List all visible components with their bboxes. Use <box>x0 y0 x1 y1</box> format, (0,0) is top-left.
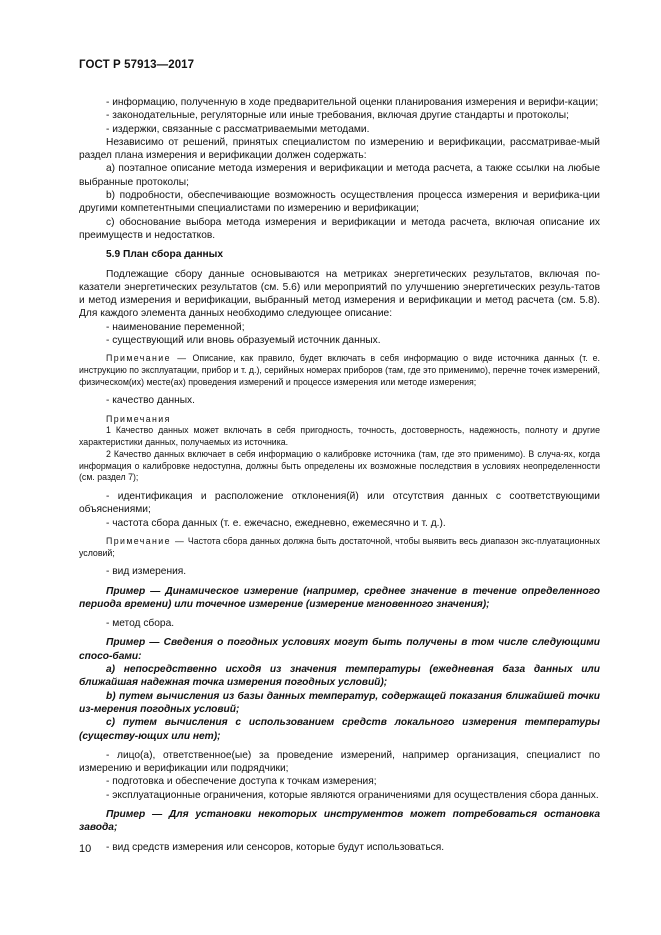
list-item: a) поэтапное описание метода измерения и верификации и метода расчета, а также ссылки на любые выбранные протоколы; <box>79 163 600 188</box>
list-item: - издержки, связанные с рассматриваемыми методами. <box>106 123 370 135</box>
document-id-header: ГОСТ Р 57913—2017 <box>79 59 195 71</box>
page-number: 10 <box>79 843 92 855</box>
note-label: Примечание — <box>106 535 186 546</box>
list-item: - вид средств измерения или сенсоров, которые будут использоваться. <box>106 841 445 853</box>
list-item: - существующий или вновь образуемый источник данных. <box>106 335 381 347</box>
note-text: Описание, как правило, будет включать в себя информацию о виде источника данных (т. е. инструкцию по эксплуатации, прибор и т. д.), серийных номерах приборов (там, где это применимо), перечне точек измерений, физическом(их) месте(ах) проведения измерений и процессе измерения или методе измерения; <box>79 353 601 387</box>
list-item: - законодательные, регуляторные или иные требования, включая другие стандарты и протоколы; <box>106 110 569 122</box>
example-item: b) путем вычисления из базы данных температур, содержащей показания ближайшей точки из-мерения погодных условий; <box>79 690 600 715</box>
note-text: 1 Качество данных может включать в себя пригодность, точность, достоверность, надежность, полноту и другие характеристики данных, получаемых из источника. <box>79 425 600 448</box>
list-item: - эксплуатационные ограничения, которые являются ограничениями для осуществления сбора данных. <box>106 789 599 801</box>
list-item: c) обоснование выбора метода измерения и верификации и метода расчета, включая описание их преимуществ и недостатков. <box>79 216 600 241</box>
note <box>79 353 600 388</box>
paragraph: Подлежащие сбору данные основываются на метриках энергетических результатов, включая по-казатели энергетических результатов (см. 5.6) или мероприятий по улучшению энергетических резуль-татов и метод измерения и верификации, выбранный метод измерения и верификации и метод расчета (см. 5.8). Для каждого элемента данных необходимо следующее описание: <box>79 268 600 320</box>
paragraph: Независимо от решений, принятых специалистом по измерению и верификации, рассматривае-мый раздел плана измерения и верификации должен содержать: <box>79 136 600 162</box>
list-item: - наименование переменной; <box>106 321 245 333</box>
page-content <box>79 96 600 854</box>
section-heading: 5.9 План сбора данных <box>106 249 224 261</box>
list-item: - вид измерения. <box>106 566 187 578</box>
example-item: c) путем вычисления с использованием средств локального измерения температуры (существу-ющих или нет); <box>79 717 600 742</box>
note-label: Примечание — <box>106 353 188 364</box>
list-item: - метод сбора. <box>106 618 175 630</box>
example-item: a) непосредственно исходя из значения температуры (ежедневная база данных или ближайшая надежная точка измерения погодных условий); <box>79 664 600 689</box>
example: Пример — Динамическое измерение (например, среднее значение в течение определенного периода времени) или точечное измерение (измерение мгновенного значения); <box>79 585 600 610</box>
note-text: 2 Качество данных включает в себя информацию о калибровке источника (там, где это применимо). В случа-ях, когда информация о калибровке недоступна, должны быть определены их возможные последствия в условиях неопределенности (см. раздел 7); <box>79 448 600 483</box>
list-item: b) подробности, обеспечивающие возможность осуществления процесса измерения и верифика-ции другими компетентными специалистами по измерению и верификации; <box>79 190 600 215</box>
list-item: - лицо(а), ответственное(ые) за проведение измерений, например организация, специалист по измерению и верификации или подрядчики; <box>79 749 600 775</box>
list-item: - информацию, полученную в ходе предварительной оценки планирования измерения и верифи-кации; <box>106 97 599 108</box>
list-item: - подготовка и обеспечение доступа к точкам измерения; <box>106 776 377 788</box>
example: Пример — Для установки некоторых инструментов может потребоваться остановка завода; <box>79 809 600 834</box>
note <box>79 536 600 559</box>
list-item: - частота сбора данных (т. е. ежечасно, ежедневно, ежемесячно и т. д.). <box>106 517 446 529</box>
example: Пример — Сведения о погодных условиях могут быть получены в том числе следующими спосо-бами: <box>79 637 600 662</box>
notes-label: Примечания <box>106 413 171 424</box>
note-text: Частота сбора данных должна быть достаточной, чтобы выявить весь диапазон экс-плуатационных условий; <box>79 535 600 558</box>
list-item: - качество данных. <box>106 395 195 407</box>
list-item: - идентификация и расположение отклонения(й) или отсутствия данных с соответствующими объяснениями; <box>79 490 600 516</box>
